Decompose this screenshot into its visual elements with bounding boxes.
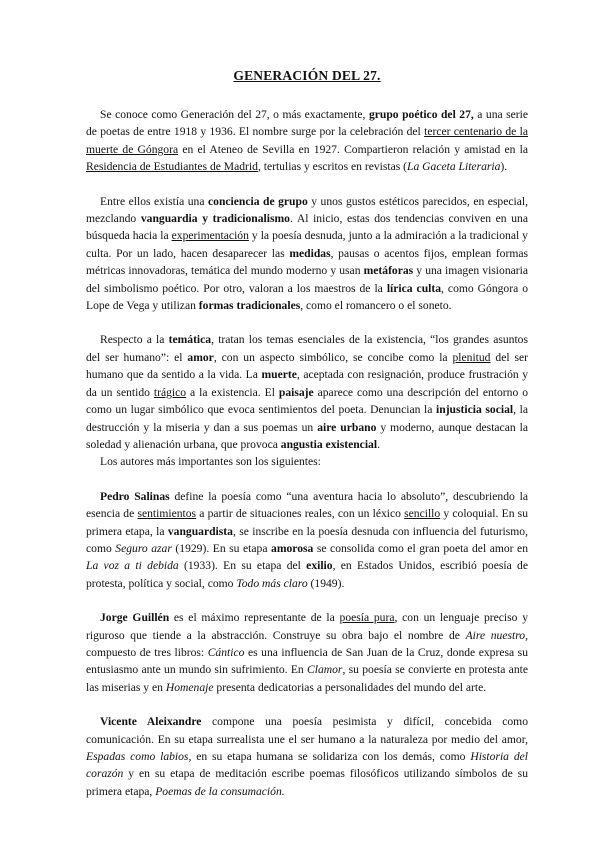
paragraph-authors-intro: Los autores más importantes son los siguientes: — [100, 455, 321, 469]
page-title: GENERACIÓN DEL 27. — [233, 68, 381, 83]
paragraph-pedro-salinas: Pedro Salinas define la poesía como “una aventura hacia lo absoluto”, descubriendo la esencia de sentimientos a partir de situaciones reales, con un léxico sencillo y coloquial. En su primera etapa, la vanguardista, se inscribe en la poesía desnuda con influencia del futurismo, como Seguro azar (1929). En su etapa amorosa se consolida como el gran poeta del amor en La voz a ti debida (1933). En su etapa del exilio, en Estados Unidos, escribió poesía de protesta, política y social, como Todo más claro (1949). — [86, 489, 529, 590]
paragraph-vicente-aleixandre: Vicente Aleixandre compone una poesía pesimista y difícil, concebida como comunicación. En su etapa surrealista une el ser humano a la naturaleza por medio del amor, Espadas como labios, en su etapa humana se solidariza con los demás, como Historia del corazón y en su etapa de meditación escribe poemas filosóficos utilizando símbolos de su primera etapa, Poemas de la consumación. — [86, 715, 528, 798]
paragraph-themes: Respecto a la temática, tratan los temas esenciales de la existencia, “los grandes asuntos del ser humano”: el amor, con un aspecto simbólico, se concibe como la plenitud del ser humano que da sentido a la vida. La muerte, aceptada con resignación, produce frustración y da un sentido trágico a la existencia. El paisaje aparece como una descripción del entorno o como un lugar simbólico que evoca sentimientos del poeta. Denuncian la injusticia social, la destrucción y la miseria y dan a sus poemas un aire urbano y moderno, aunque destacan la soledad y alienación urbana, que provoca angustia existencial. — [86, 333, 529, 451]
paragraph-intro: Se conoce como Generación del 27, o más exactamente, grupo poético del 27, a una serie de poetas de entre 1918 y 1936. El nombre surge por la celebración del tercer centenario de la muerte de Góngora en el Ateneo de Sevilla en 1927. Compartieron relación y amistad en la Residencia de Estudiantes de Madrid, tertulias y escritos en revistas (La Gaceta Literaria). — [86, 108, 529, 174]
paragraph-characteristics: Entre ellos existía una conciencia de grupo y unos gustos estéticos parecidos, en especial, mezclando vanguardia y tradicionalismo. Al inicio, estas dos tendencias conviven en una búsqueda hacia la experimentación y la poesía desnuda, junto a la admiración a la tradicional y culta. Por un lado, hacen desaparecer las medidas, pausas o acentos fijos, emplean formas métricas innovadoras, temática del mundo moderno y usan metáforas y una imagen visionaria del simbolismo poético. Por otro, valoran a los maestros de la lírica culta, como Góngora o Lope de Vega y utilizan formas tradicionales, como el romancero o el soneto. — [86, 194, 529, 313]
paragraph-jorge-guillen: Jorge Guillén es el máximo representante de la poesía pura, con un lenguaje preciso y riguroso que tiende a la abstracción. Construye su obra bajo el nombre de Aire nuestro, compuesto de tres libros: Cántico es una influencia de San Juan de la Cruz, donde expresa su entusiasmo ante un mundo sin sufrimiento. En Clamor, su poesía se convierte en protesta ante las miserias y en Homenaje presenta dedicatorias a personalidades del mundo del arte. — [86, 611, 528, 694]
